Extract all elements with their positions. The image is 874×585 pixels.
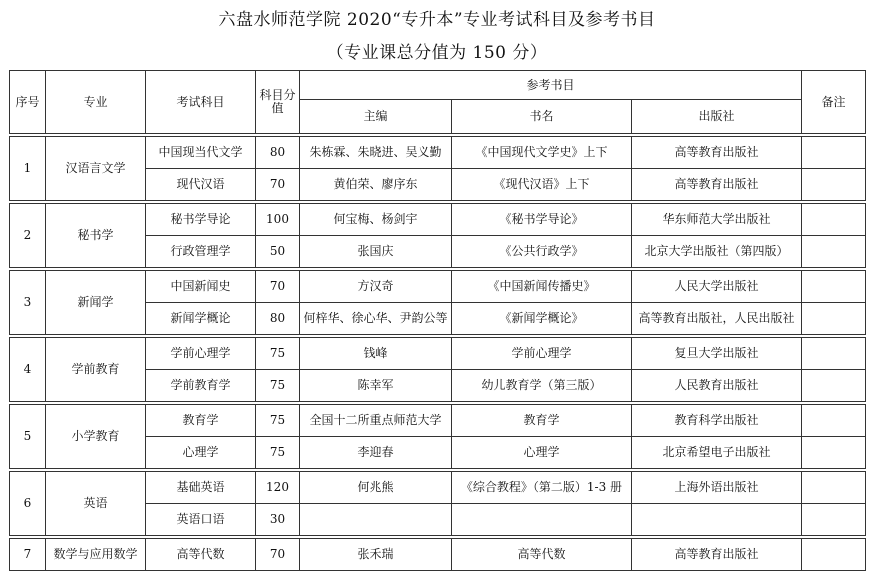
row-subject: 心理学: [146, 437, 256, 469]
row-index: 6: [10, 472, 46, 536]
table-row: [10, 539, 866, 571]
row-index: 2: [10, 204, 46, 268]
row-note: [802, 204, 866, 236]
row-subject: 新闻学概论: [146, 303, 256, 335]
exam-table-body: [10, 71, 866, 571]
row-book: 学前心理学: [452, 338, 632, 370]
header-publisher: 出版社: [632, 100, 802, 134]
table-row: [10, 204, 866, 236]
row-book: 《秘书学导论》: [452, 204, 632, 236]
page-title: 六盘水师范学院 2020“专升本”专业考试科目及参考书目: [218, 10, 656, 30]
row-publisher: 北京大学出版社（第四版）: [632, 236, 802, 268]
row-note: [802, 271, 866, 303]
row-publisher: 复旦大学出版社: [632, 338, 802, 370]
row-subject: 学前教育学: [146, 370, 256, 402]
row-publisher: 人民大学出版社: [632, 271, 802, 303]
row-score: 70: [256, 539, 300, 571]
header-note: 备注: [802, 71, 866, 134]
row-publisher: 高等教育出版社: [632, 137, 802, 169]
row-major: 汉语言文学: [46, 137, 146, 201]
row-major: 新闻学: [46, 271, 146, 335]
exam-table: [9, 70, 866, 571]
row-publisher: 华东师范大学出版社: [632, 204, 802, 236]
row-note: [802, 472, 866, 504]
row-editor: 何兆熊: [300, 472, 452, 504]
row-subject: 中国新闻史: [146, 271, 256, 303]
table-row: [10, 137, 866, 169]
row-subject: 基础英语: [146, 472, 256, 504]
row-major: 英语: [46, 472, 146, 536]
row-subject: 学前心理学: [146, 338, 256, 370]
row-book: 幼儿教育学（第三版）: [452, 370, 632, 402]
row-editor: 何梓华、徐心华、尹韵公等: [300, 303, 452, 335]
row-index: 7: [10, 539, 46, 571]
row-publisher: 北京希望电子出版社: [632, 437, 802, 469]
row-index: 4: [10, 338, 46, 402]
row-editor: 李迎春: [300, 437, 452, 469]
row-editor: 方汉奇: [300, 271, 452, 303]
row-note: [802, 504, 866, 536]
row-major: 小学教育: [46, 405, 146, 469]
row-subject: 教育学: [146, 405, 256, 437]
row-note: [802, 405, 866, 437]
row-editor: 钱峰: [300, 338, 452, 370]
header-subject: 考试科目: [146, 71, 256, 134]
row-note: [802, 338, 866, 370]
row-editor: 陈幸军: [300, 370, 452, 402]
row-publisher: 高等教育出版社，人民出版社: [632, 303, 802, 335]
header-major: 专业: [46, 71, 146, 134]
row-publisher: 人民教育出版社: [632, 370, 802, 402]
row-publisher: 高等教育出版社: [632, 539, 802, 571]
row-score: 70: [256, 271, 300, 303]
header-score: 科目分值: [256, 71, 300, 134]
row-score: 80: [256, 303, 300, 335]
row-editor: 何宝梅、杨剑宇: [300, 204, 452, 236]
row-editor: 张国庆: [300, 236, 452, 268]
row-score: 50: [256, 236, 300, 268]
row-major: 学前教育: [46, 338, 146, 402]
row-score: 75: [256, 338, 300, 370]
row-score: 100: [256, 204, 300, 236]
table-row: [10, 338, 866, 370]
row-book: 心理学: [452, 437, 632, 469]
row-subject: 英语口语: [146, 504, 256, 536]
row-score: 75: [256, 405, 300, 437]
row-subject: 中国现当代文学: [146, 137, 256, 169]
table-row: [10, 472, 866, 504]
row-score: 120: [256, 472, 300, 504]
row-publisher: [632, 504, 802, 536]
row-book: 《新闻学概论》: [452, 303, 632, 335]
row-note: [802, 370, 866, 402]
row-note: [802, 137, 866, 169]
row-book: 高等代数: [452, 539, 632, 571]
row-score: 80: [256, 137, 300, 169]
header-row: [10, 71, 866, 100]
header-reference: 参考书目: [300, 71, 802, 100]
row-book: 教育学: [452, 405, 632, 437]
row-score: 30: [256, 504, 300, 536]
row-note: [802, 303, 866, 335]
row-subject: 高等代数: [146, 539, 256, 571]
row-subject: 秘书学导论: [146, 204, 256, 236]
row-editor: 全国十二所重点师范大学: [300, 405, 452, 437]
header-editor: 主编: [300, 100, 452, 134]
header-book: 书名: [452, 100, 632, 134]
row-note: [802, 539, 866, 571]
row-editor: [300, 504, 452, 536]
table-row: [10, 405, 866, 437]
page-subtitle: （专业课总分值为 150 分）: [326, 43, 548, 63]
row-book: 《中国现代文学史》上下: [452, 137, 632, 169]
table-row: [10, 271, 866, 303]
row-score: 75: [256, 370, 300, 402]
row-book: 《综合教程》（第二版）1-3 册: [452, 472, 632, 504]
row-subject: 行政管理学: [146, 236, 256, 268]
row-publisher: 上海外语出版社: [632, 472, 802, 504]
row-note: [802, 236, 866, 268]
row-publisher: 高等教育出版社: [632, 169, 802, 201]
row-editor: 张禾瑞: [300, 539, 452, 571]
row-note: [802, 437, 866, 469]
row-index: 3: [10, 271, 46, 335]
row-book: [452, 504, 632, 536]
row-major: 秘书学: [46, 204, 146, 268]
header-index: 序号: [10, 71, 46, 134]
row-editor: 黄伯荣、廖序东: [300, 169, 452, 201]
row-book: 《中国新闻传播史》: [452, 271, 632, 303]
row-subject: 现代汉语: [146, 169, 256, 201]
row-index: 5: [10, 405, 46, 469]
row-score: 75: [256, 437, 300, 469]
row-book: 《现代汉语》上下: [452, 169, 632, 201]
row-note: [802, 169, 866, 201]
row-editor: 朱栋霖、朱晓进、吴义勤: [300, 137, 452, 169]
row-score: 70: [256, 169, 300, 201]
row-major: 数学与应用数学: [46, 539, 146, 571]
row-index: 1: [10, 137, 46, 201]
row-publisher: 教育科学出版社: [632, 405, 802, 437]
row-book: 《公共行政学》: [452, 236, 632, 268]
